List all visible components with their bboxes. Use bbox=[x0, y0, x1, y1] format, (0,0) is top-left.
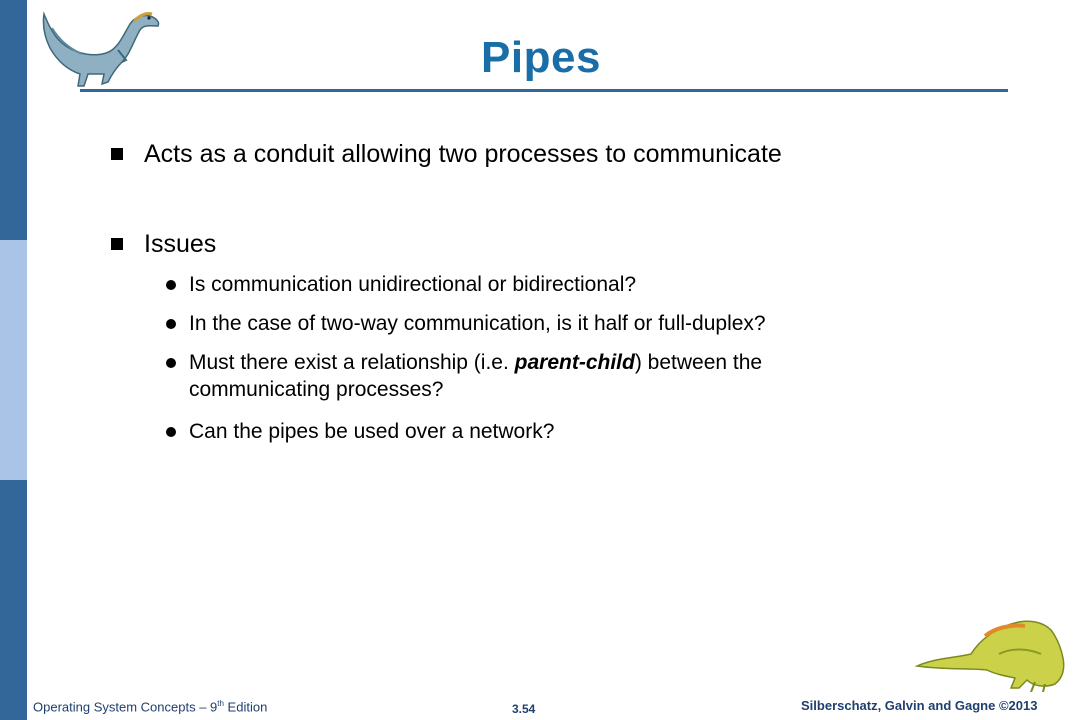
footer-book-title-main: Operating System Concepts – 9 bbox=[33, 699, 218, 715]
bullet-text: Issues bbox=[144, 230, 217, 258]
sub-bullet-text bbox=[189, 349, 869, 403]
sub-bullet-text: Can the pipes be used over a network? bbox=[189, 420, 555, 443]
bullet-text: Acts as a conduit allowing two processes to communicate bbox=[144, 140, 782, 168]
footer-edition-sup: th bbox=[217, 699, 224, 708]
sub-bullet-text-post: ) between the communicating processes? bbox=[189, 351, 763, 401]
sidebar-segment-bottom bbox=[0, 480, 27, 720]
square-bullet-icon bbox=[111, 148, 123, 160]
slide-title: Pipes bbox=[481, 33, 601, 82]
dinosaur-corner-icon bbox=[915, 608, 1073, 692]
title-underline bbox=[80, 89, 1008, 92]
footer-page-number: 3.54 bbox=[512, 702, 536, 716]
round-bullet-icon bbox=[166, 280, 176, 290]
round-bullet-icon bbox=[166, 319, 176, 329]
sub-bullet-text: Is communication unidirectional or bidirectional? bbox=[189, 273, 637, 296]
footer-edition-word: Edition bbox=[223, 699, 268, 715]
sub-bullet-text: In the case of two-way communication, is it half or full-duplex? bbox=[189, 312, 766, 335]
round-bullet-icon bbox=[166, 427, 176, 437]
sub-bullet-emphasis: parent-child bbox=[514, 351, 635, 374]
round-bullet-icon bbox=[166, 358, 176, 368]
left-sidebar-band bbox=[0, 0, 27, 720]
square-bullet-icon bbox=[111, 238, 123, 250]
footer-authors: Silberschatz, Galvin and Gagne ©2013 bbox=[801, 698, 1038, 713]
sub-bullet-text-pre: Must there exist a relationship (i.e. bbox=[189, 351, 515, 374]
sidebar-segment-middle bbox=[0, 240, 27, 480]
footer-book-title bbox=[33, 699, 267, 714]
